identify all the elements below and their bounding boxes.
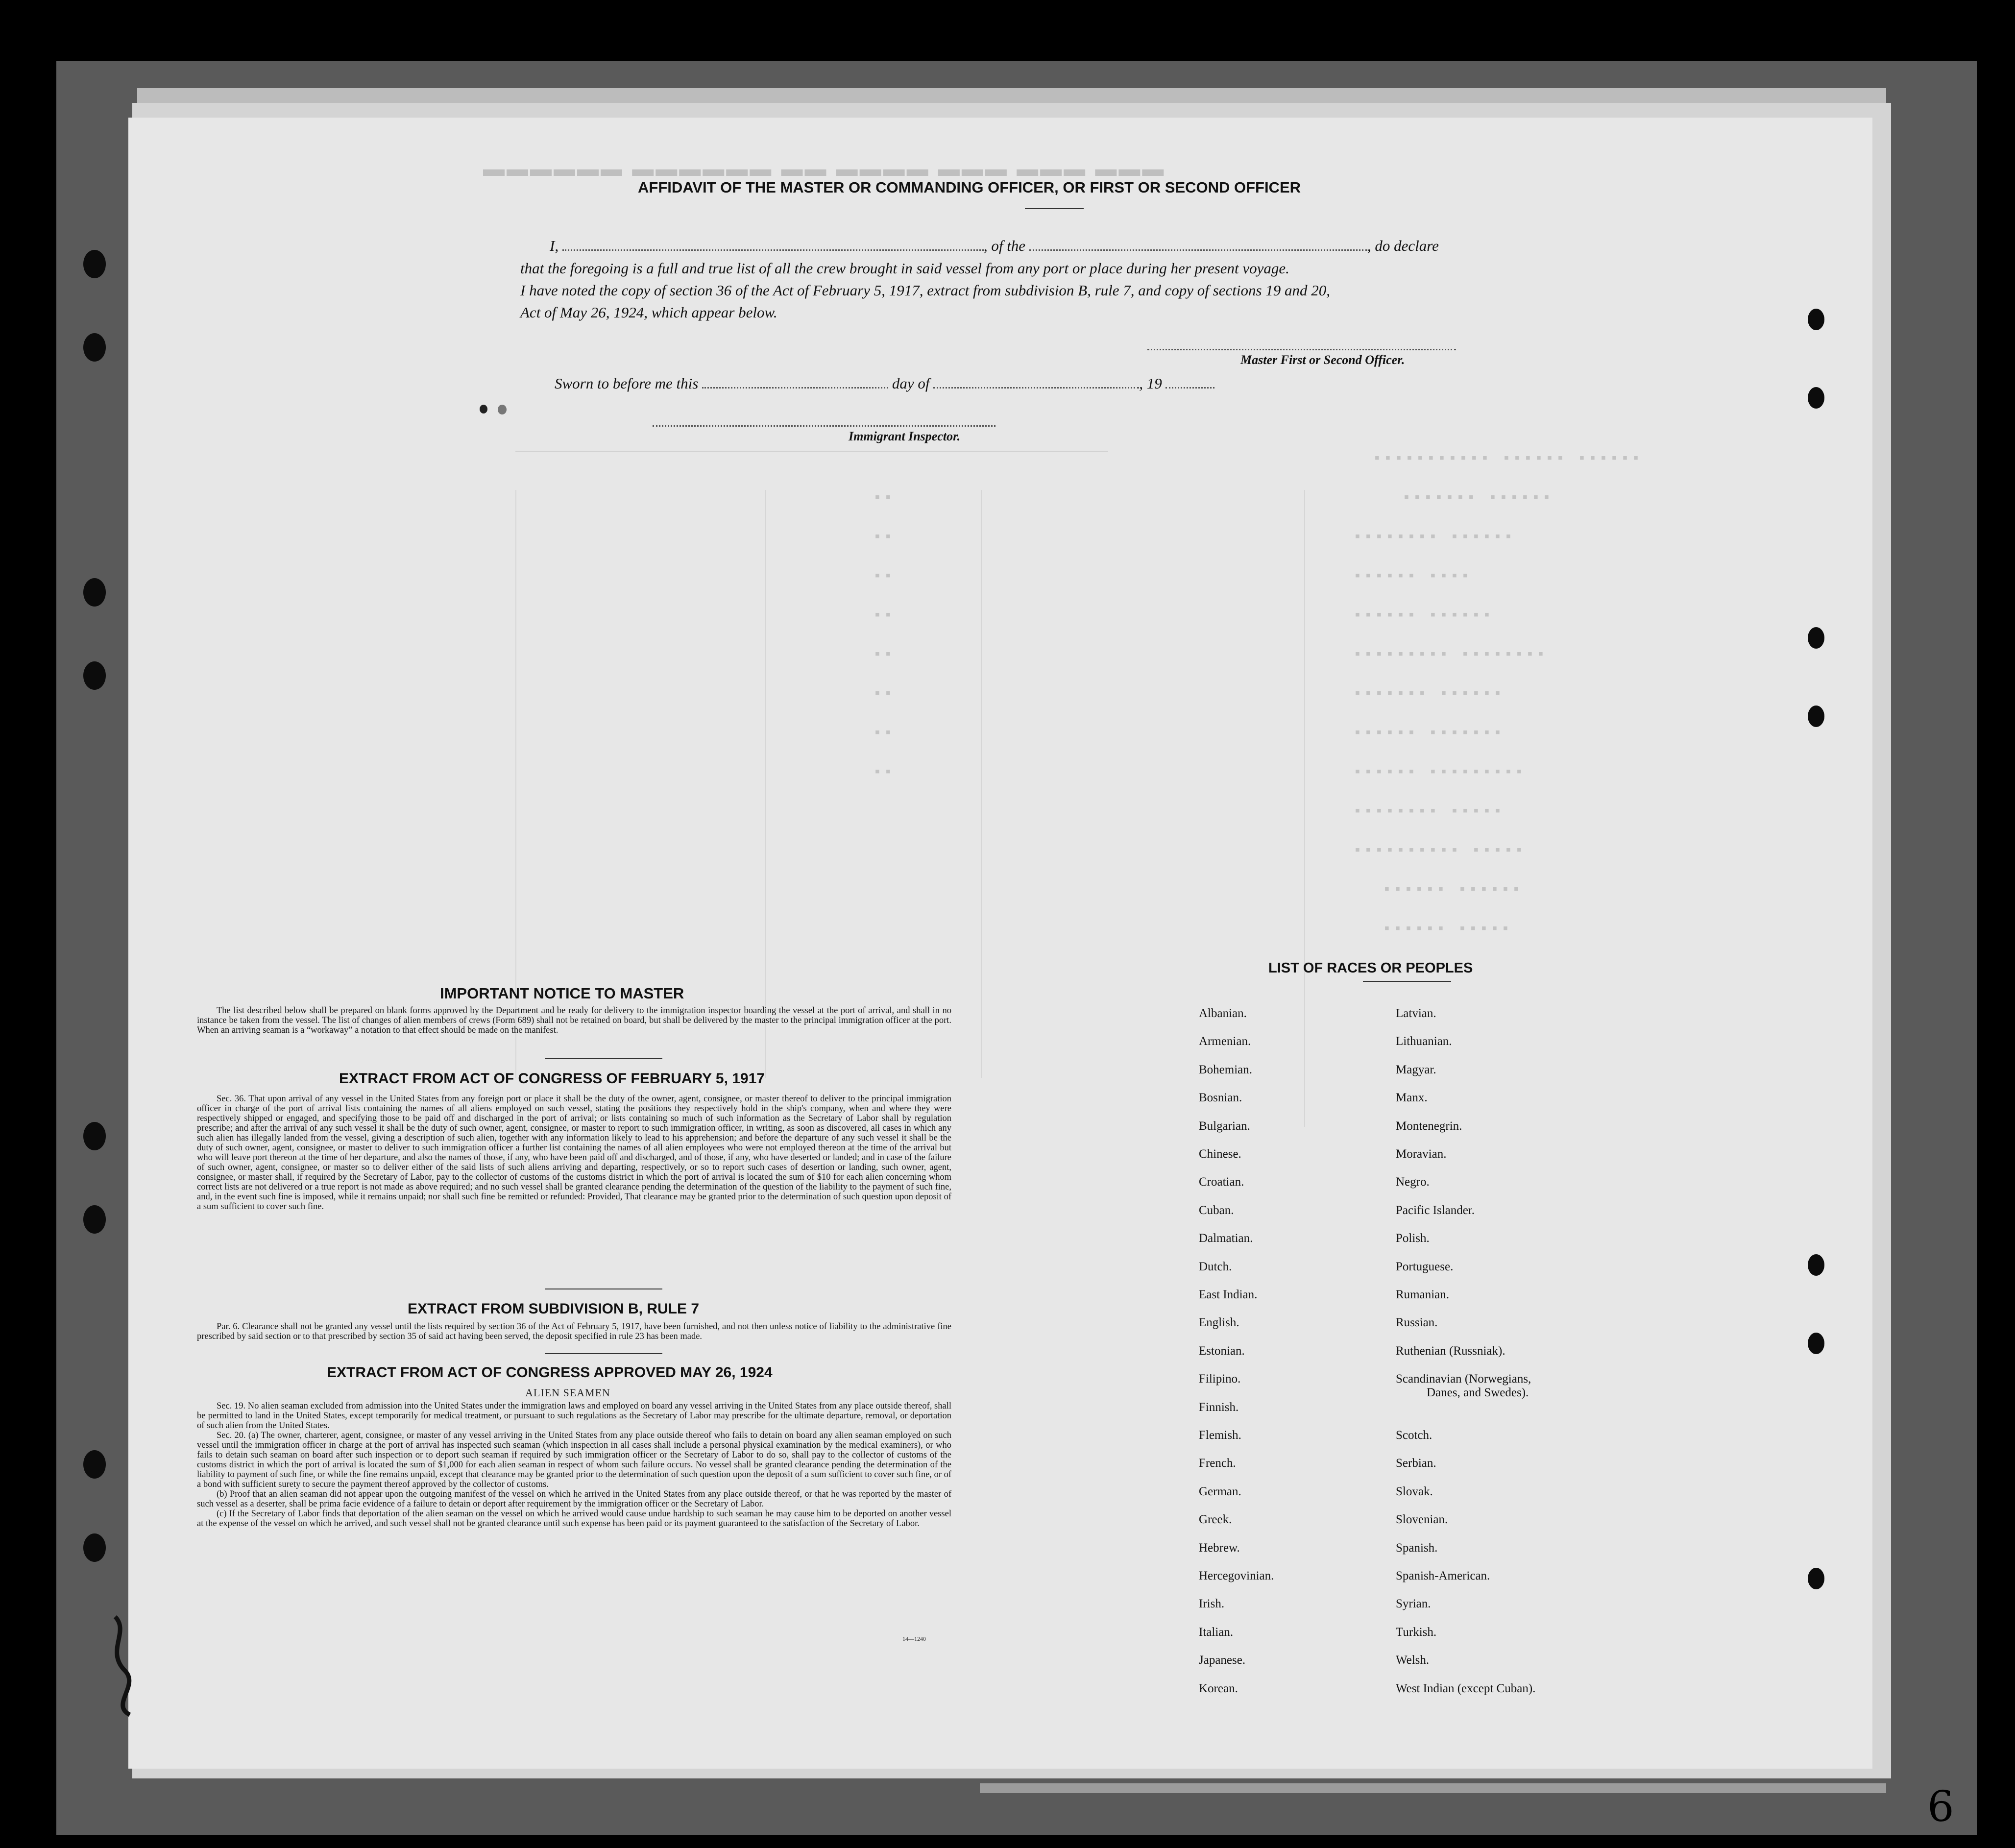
underlying-sheet-edge <box>980 1783 1886 1793</box>
race-item: East Indian. <box>1199 1288 1258 1301</box>
bleed-through-text: ▪▪▪▪▪▪ ▪▪▪▪▪▪ <box>1353 608 1494 624</box>
extract-1917-text: Sec. 36. That upon arrival of any vessel in the United States from any foreign port or place it shall be the duty of the owner, agent, consignee, or master thereof to deliver to the principal immigration officer in charge of the port of arrival lists containing the names of all aliens employed on such vessel, stating the positions they respectively hold in the ship's company, when and where they were respectively shipped or engaged, and specifying those to be paid off and discharged in the port of arrival; or lists containing so much of such information as the Secretary of Labor shall by regulation prescribe; and after the arrival of any such vessel it shall be the duty of such owner, agent, consignee, or master to report to such immigration officer, in writing, as soon as discovered, all cases in which any such alien has illegally landed from the vessel, giving a description of such alien, together with any information likely to lead to his apprehension; and before the departure of any such vessel it shall be the duty of such owner, agent, consignee, or master to deliver to such immigration officer a further list containing the names of all alien employees who were not employed thereon at the time of the arrival but who will leave port thereon at the time of her departure, and also the names of those, if any, who have been paid off and discharged, and of those, if any, who have deserted or landed; and in case of the failure of such owner, agent, consignee, or master so to deliver either of the said lists of such aliens arriving and departing, respectively, or so to report such cases of desertion or landing, such owner, agent, consignee, or master shall, if required by the Secretary of Labor, pay to the collector of customs of the customs district in which the port of arrival is located the sum of $10 for each alien concerning whom correct lists are not delivered or a true report is not made as above required; and no such vessel shall be granted clearance pending the determination of the question of the liability to the payment of such fine, and, in the event such fine is imposed, while it remains unpaid; nor shall such fine be remitted or refunded: Provided, That clearance may be granted prior to the determination of such question upon deposit of a sum sufficient to cover such fine. <box>197 1094 951 1212</box>
day-of-label: day of <box>892 375 930 392</box>
race-item: Irish. <box>1199 1597 1225 1611</box>
extract-1924-title: EXTRACT FROM ACT OF CONGRESS APPROVED MAY 26, 1924 <box>327 1364 773 1381</box>
punch-hole-icon <box>83 578 106 607</box>
race-item: Lithuanian. <box>1396 1035 1452 1048</box>
race-item: Russian. <box>1396 1316 1438 1330</box>
race-item: Scandinavian (Norwegians, <box>1396 1372 1531 1386</box>
bleed-through-text: ▪▪ <box>873 764 895 781</box>
affidavit-title: AFFIDAVIT OF THE MASTER OR COMMANDING OFFICER, OR FIRST OR SECOND OFFICER <box>638 179 1301 196</box>
races-title-underline <box>1363 981 1451 982</box>
race-item: Flemish. <box>1199 1429 1241 1442</box>
races-title: LIST OF RACES OR PEOPLES <box>1268 960 1473 976</box>
bleed-through-text: ▪▪▪▪▪▪▪ ▪▪▪▪▪▪ <box>1353 686 1505 703</box>
sworn-line <box>555 375 1214 392</box>
punch-hole-icon <box>1808 1254 1824 1276</box>
inspector-caption: Immigrant Inspector. <box>849 429 961 443</box>
race-item: English. <box>1199 1316 1239 1330</box>
race-item: German. <box>1199 1484 1241 1498</box>
bleed-through-text: ▪▪▪▪▪▪▪▪▪▪▪ ▪▪▪▪▪▪ ▪▪▪▪▪▪ <box>1373 451 1643 467</box>
bleed-through-column <box>981 490 982 1078</box>
affidavit-line-4: Act of May 26, 1924, which appear below. <box>520 304 777 321</box>
race-item: Croatian. <box>1199 1175 1244 1189</box>
bleed-through-text: ▪▪ <box>873 568 895 585</box>
bleed-through-text: ▪▪ <box>873 686 895 703</box>
name-blank[interactable] <box>562 239 984 251</box>
race-item: Syrian. <box>1396 1597 1431 1611</box>
race-item: Albanian. <box>1199 1007 1247 1020</box>
bleed-through-text: ▪▪▪▪▪▪ ▪▪▪▪▪ <box>1383 921 1512 938</box>
affidavit-declare: , do declare <box>1367 237 1439 254</box>
bleed-through-text: ▪▪▪▪▪▪ ▪▪▪▪▪▪▪ <box>1353 725 1505 742</box>
sworn-day-blank[interactable] <box>702 376 888 389</box>
handwriting-stroke-icon <box>96 1612 154 1720</box>
bleed-through-text: ▪▪ <box>873 608 895 624</box>
punch-hole-icon <box>1808 309 1824 330</box>
title-underline <box>1025 208 1084 209</box>
punch-hole-icon <box>83 1533 106 1562</box>
race-item: Estonian. <box>1199 1344 1245 1358</box>
sworn-month-blank[interactable] <box>933 376 1139 389</box>
race-item: Welsh. <box>1396 1653 1430 1667</box>
punch-hole-icon <box>83 250 106 278</box>
master-caption: Master First or Second Officer. <box>1240 353 1405 367</box>
race-item: Manx. <box>1396 1091 1428 1105</box>
race-item: West Indian (except Cuban). <box>1396 1681 1536 1695</box>
bleed-through-text: ▪▪▪▪▪▪▪▪▪ ▪▪▪▪▪▪▪▪ <box>1353 647 1548 663</box>
bleed-through-text: ▪▪ <box>873 725 895 742</box>
vessel-blank[interactable] <box>1029 239 1367 251</box>
bleed-through-text: ▪▪ <box>873 490 895 507</box>
race-item: Slovenian. <box>1396 1513 1448 1527</box>
ink-smudge-icon <box>478 402 512 416</box>
race-item: Korean. <box>1199 1681 1238 1695</box>
race-item: French. <box>1199 1457 1236 1470</box>
race-item: Rumanian. <box>1396 1288 1450 1301</box>
notice-title: IMPORTANT NOTICE TO MASTER <box>440 985 684 1002</box>
race-item: Magyar. <box>1396 1063 1436 1076</box>
race-item: Polish. <box>1396 1232 1430 1245</box>
extract-1917-title: EXTRACT FROM ACT OF CONGRESS OF FEBRUARY 5, 1917 <box>339 1070 765 1087</box>
race-item: Cuban. <box>1199 1203 1234 1217</box>
race-item: Greek. <box>1199 1513 1232 1527</box>
affidavit-of-the: , of the <box>983 237 1026 254</box>
bleed-through-text: ▪▪ <box>873 529 895 546</box>
race-item: Bosnian. <box>1199 1091 1242 1105</box>
race-item: Filipino. <box>1199 1372 1241 1386</box>
sec20a-text: Sec. 20. (a) The owner, charterer, agent, consignee, or master of any vessel arriving in the United States from any place outside thereof who fails to detain on board any alien seaman employed on such vessel until the immigration officer in charge at the port of arrival has inspected such seaman (which inspection in all cases shall include a personal physical examination by the medical examiners), or who fails to detain such seaman on board after such inspection or to deport such seaman if required by such immigration officer or the Secretary of Labor to do so, shall pay to the collector of customs of the customs district in which the port of arrival is located the sum of $1,000 for each alien seaman in respect of whom such failure occurs. No vessel shall be granted clearance pending the determination of the liability to payment of such fine, or while the fine remains unpaid, except that clearance may be granted prior to the determination of such question upon the deposit of a sum sufficient to cover such fine, or of a bond with sufficient surety to secure the payment thereof approved by the collector of customs. <box>197 1431 951 1489</box>
race-item: Scotch. <box>1396 1429 1432 1442</box>
punch-hole-icon <box>83 1205 106 1234</box>
year-prefix: , 19 <box>1139 375 1162 392</box>
race-item: Armenian. <box>1199 1035 1251 1048</box>
bleed-through-text: ▪▪ <box>873 647 895 663</box>
affidavit-line-1 <box>550 237 1439 255</box>
form-number: 14—1240 <box>902 1635 926 1642</box>
punch-hole-icon <box>83 333 106 362</box>
race-item: Negro. <box>1396 1175 1430 1189</box>
race-item: Turkish. <box>1396 1625 1437 1639</box>
punch-hole-icon <box>1808 705 1824 727</box>
sec19-text: Sec. 19. No alien seaman excluded from admission into the United States under the immigration laws and employed on board any vessel arriving in the United States from any place outside thereof, shall be permitted to land in the United States, except temporarily for medical treatment, or pursuant to such regulations as the Secretary of Labor may prescribe for the ultimate departure, removal, or deportation of such alien from the United States. <box>197 1401 951 1431</box>
bleed-through-text: ▪▪▪▪▪▪ ▪▪▪▪▪▪▪▪▪ <box>1353 764 1526 781</box>
bleed-through-text: ▪▪▪▪▪▪▪▪ ▪▪▪▪▪▪ <box>1353 529 1515 546</box>
race-item: Japanese. <box>1199 1653 1246 1667</box>
bleed-through-column <box>765 490 766 1078</box>
race-item: Bulgarian. <box>1199 1119 1250 1133</box>
bleed-through-text: ▪▪▪▪▪▪ ▪▪▪▪ <box>1353 568 1472 585</box>
notice-text: The list described below shall be prepared on blank forms approved by the Department and be ready for delivery to the immigration inspector boarding the vessel at the port of arrival, and shall in no instance be taken from the vessel. The list of changes of alien members of crews (Form 689) shall not be retained on board, but shall be delivered by the master to the principal immigration officer at the port. When an arriving seaman is a “workaway” a notation to that effect should be made on the manifest. <box>197 1006 951 1035</box>
affidavit-line-3: I have noted the copy of section 36 of the Act of February 5, 1917, extract from subdivision B, rule 7, and copy of sections 19 and 20, <box>520 282 1331 299</box>
punch-hole-icon <box>83 661 106 690</box>
race-item: Chinese. <box>1199 1147 1241 1161</box>
race-item: Hebrew. <box>1199 1541 1240 1555</box>
race-item: Latvian. <box>1396 1007 1436 1020</box>
alien-seamen-subtitle: ALIEN SEAMEN <box>525 1386 610 1399</box>
inspector-signature-line[interactable] <box>653 425 995 427</box>
document-page <box>128 118 1954 1831</box>
sec20c-text: (c) If the Secretary of Labor finds that deportation of the alien seaman on the vessel on which he arrived would cause undue hardship to such seaman he may cause him to be deported on another vessel at the expense of the vessel on which he arrived, and such vessel shall not be granted clearance until such expense has been paid or its payment guaranteed to the satisfaction of the Secretary of Labor. <box>197 1509 951 1529</box>
extract-1924-text <box>197 1401 951 1529</box>
race-item: Moravian. <box>1396 1147 1447 1161</box>
sec20b-text: (b) Proof that an alien seaman did not appear upon the outgoing manifest of the vessel on which he arrived in the United States from any place outside thereof, or that he was reported by the master of such vessel as a deserter, shall be prima facie evidence of a failure to detain or deport after requirement by the immigration officer or the Secretary of Labor. <box>197 1489 951 1509</box>
race-item: Spanish. <box>1396 1541 1438 1555</box>
race-item: Montenegrin. <box>1396 1119 1462 1133</box>
race-item: Finnish. <box>1199 1400 1239 1414</box>
bleed-through-text: ▪▪▪▪▪▪ ▪▪▪▪▪▪ <box>1383 882 1523 899</box>
race-item: Bohemian. <box>1199 1063 1253 1076</box>
section-divider <box>545 1058 662 1059</box>
bleed-through-text: ▪▪▪▪▪▪▪▪ ▪▪▪▪▪ <box>1353 803 1505 820</box>
sworn-year-blank[interactable] <box>1165 376 1214 389</box>
affidavit-line-2: that the foregoing is a full and true list of all the crew brought in said vessel from any port or place during her present voyage. <box>520 260 1289 277</box>
handwritten-mark: 6 <box>1927 1782 1954 1831</box>
punch-hole-icon <box>83 1450 106 1479</box>
race-item-scandinavian-cont: Danes, and Swedes). <box>1427 1386 1529 1399</box>
punch-hole-icon <box>1808 627 1824 649</box>
punch-hole-icon <box>1808 1568 1824 1589</box>
section-divider <box>545 1353 662 1354</box>
bleed-through-text: ▪▪▪▪▪▪▪ ▪▪▪▪▪▪ <box>1402 490 1554 507</box>
affidavit-i: I, <box>550 237 559 254</box>
sworn-label: Sworn to before me this <box>555 375 699 392</box>
race-item: Hercegovinian. <box>1199 1569 1274 1582</box>
race-item: Italian. <box>1199 1625 1234 1639</box>
race-item: Slovak. <box>1396 1484 1433 1498</box>
subdivision-b-title: EXTRACT FROM SUBDIVISION B, RULE 7 <box>408 1301 700 1317</box>
subdivision-b-text: Par. 6. Clearance shall not be granted any vessel until the lists required by section 36 of the Act of February 5, 1917, have been furnished, and not then unless notice of liability to the administrative fine prescribed by said section or to that prescribed by section 35 of said act having been served, the deposit specified in rule 23 has been made. <box>197 1322 951 1341</box>
race-item: Portuguese. <box>1396 1260 1454 1273</box>
master-signature-line[interactable] <box>1147 349 1456 350</box>
race-item: Pacific Islander. <box>1396 1203 1475 1217</box>
punch-hole-icon <box>1808 1333 1824 1354</box>
race-item: Serbian. <box>1396 1457 1436 1470</box>
race-item: Dalmatian. <box>1199 1232 1253 1245</box>
race-item: Dutch. <box>1199 1260 1232 1273</box>
punch-hole-icon <box>1808 387 1824 409</box>
bleed-through-column <box>1304 490 1305 1127</box>
bleed-through-line <box>515 451 1108 452</box>
race-item: Spanish-American. <box>1396 1569 1490 1582</box>
punch-hole-icon <box>83 1122 106 1150</box>
bleed-through-text: ▪▪▪▪▪▪▪▪▪▪ ▪▪▪▪▪ <box>1353 843 1526 859</box>
bleed-through-title: ▬▬▬ ▬▬▬ ▬▬▬ ▬▬▬▬ ▬▬ ▬▬▬▬▬▬ ▬▬▬▬▬▬ <box>481 157 1164 181</box>
race-item: Ruthenian (Russniak). <box>1396 1344 1505 1358</box>
